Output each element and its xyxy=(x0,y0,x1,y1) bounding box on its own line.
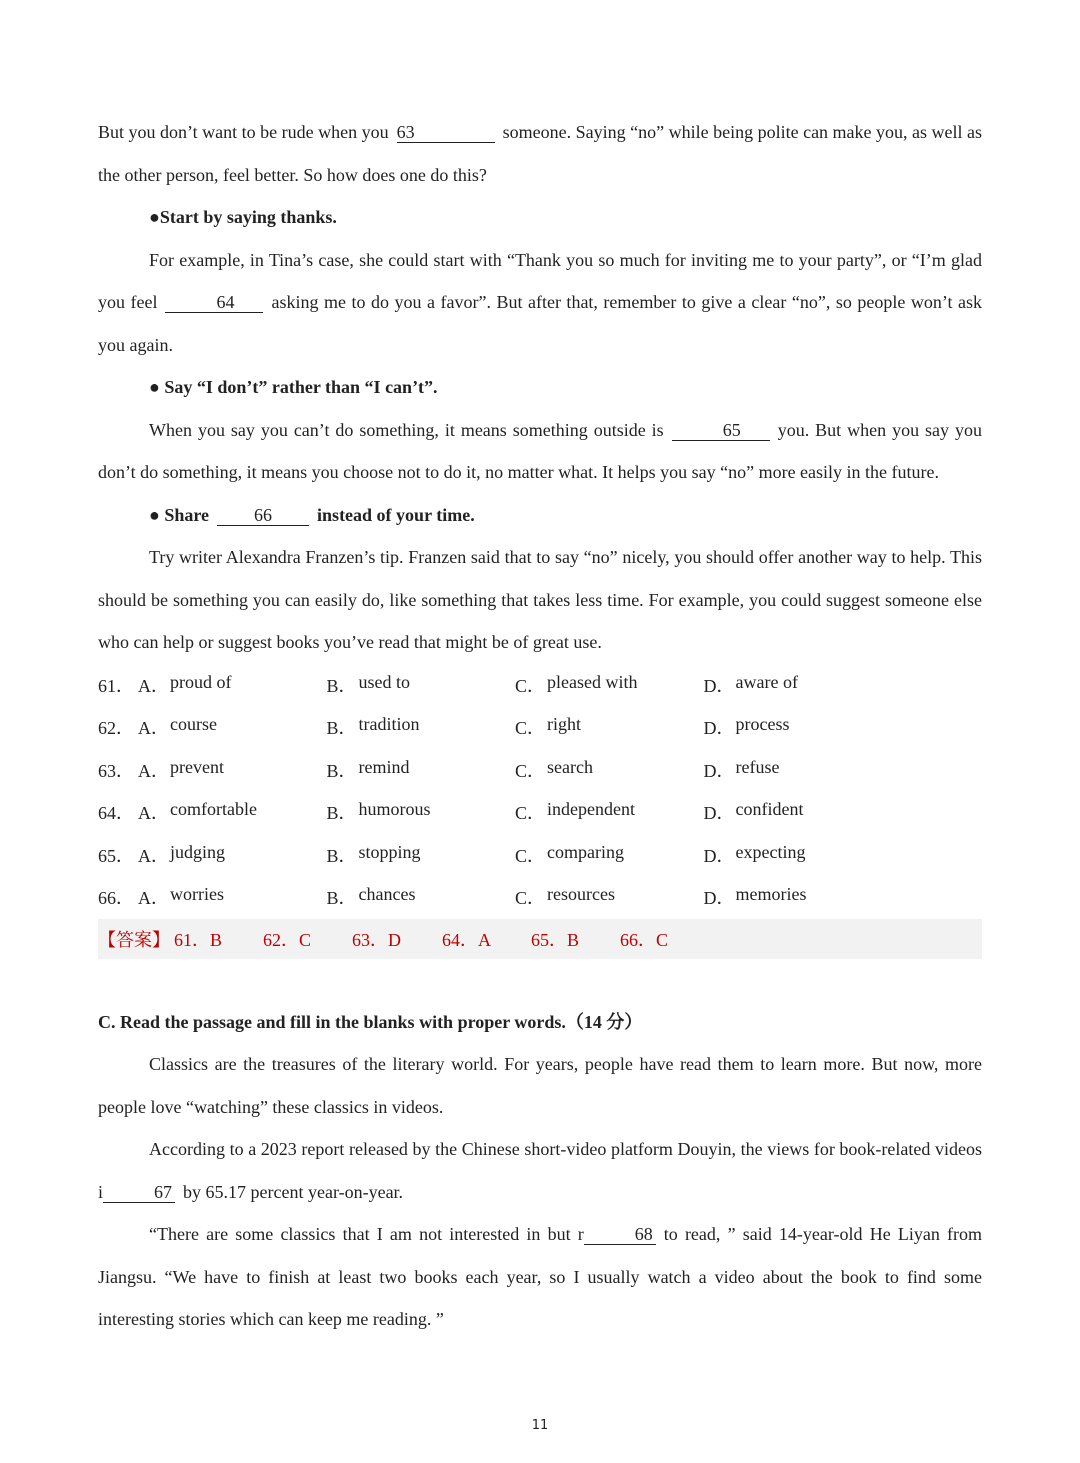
blank-66[interactable]: 66 xyxy=(217,505,309,526)
option-b[interactable]: B． remind xyxy=(326,756,410,781)
text: you. But when you say you don’t do something, it means you choose not to do it, no matter what. It helps you say “no” more easily in the future. xyxy=(98,419,982,482)
text: by 65.17 percent year-on-year. xyxy=(183,1181,404,1202)
paragraph-classics: Classics are the treasures of the literary world. For years, people have read them to learn more. But now, more people love “watching” these classics in videos. xyxy=(98,1054,982,1117)
heading-share xyxy=(98,494,982,537)
text: When you say you can’t do something, it means something outside is xyxy=(149,419,664,440)
page-number: 11 xyxy=(531,1418,549,1433)
option-row-66 xyxy=(98,876,982,919)
question-number: 62． xyxy=(98,718,134,739)
blank-67[interactable]: 67 xyxy=(103,1182,175,1203)
answer-item: 65．B xyxy=(531,929,580,950)
option-c[interactable]: C． right xyxy=(515,714,581,739)
document-page xyxy=(98,111,982,1341)
text: But you don’t want to be rude when you xyxy=(98,122,389,142)
text: For example, in Tina’s case, she could start with “Thank you so much for inviting me to your party”, or “I’m glad you feel xyxy=(98,249,982,312)
question-number: 65． xyxy=(98,845,134,866)
option-d[interactable]: D． confident xyxy=(703,799,804,824)
paragraph-64 xyxy=(98,239,982,367)
option-row-64 xyxy=(98,791,982,834)
question-number: 66． xyxy=(98,888,134,909)
options-list xyxy=(98,664,982,919)
paragraph-68 xyxy=(98,1213,982,1341)
option-a[interactable]: A． comfortable xyxy=(138,799,257,824)
option-a[interactable]: A． worries xyxy=(138,884,224,909)
text: According to a 2023 report released by the Chinese short-video platform Douyin, the views for book-related videos i xyxy=(98,1139,982,1202)
option-row-62 xyxy=(98,706,982,749)
paragraph-65 xyxy=(98,409,982,494)
answer-item: 66．C xyxy=(620,929,669,950)
paragraph-63 xyxy=(98,111,982,196)
text: to read, ” said 14-year-old He Liyan from Jiangsu. “We have to finish at least two books each year, so I usually watch a video about the book to find some interesting stories which can keep me reading. ” xyxy=(98,1224,982,1329)
option-d[interactable]: D． refuse xyxy=(703,756,780,781)
option-b[interactable]: B． humorous xyxy=(326,799,431,824)
option-b[interactable]: B． used to xyxy=(326,671,410,696)
heading-start-by-saying-thanks: ●Start by saying thanks. xyxy=(149,207,337,227)
option-a[interactable]: A． course xyxy=(138,714,217,739)
blank-63[interactable]: 63 xyxy=(397,122,495,143)
answer-item: 64．A xyxy=(442,929,491,950)
option-row-61 xyxy=(98,664,982,707)
option-d[interactable]: D． aware of xyxy=(703,671,798,696)
paragraph-67 xyxy=(98,1128,982,1213)
answer-item: 61．B xyxy=(174,929,223,950)
question-number: 63． xyxy=(98,760,134,781)
option-a[interactable]: A． proud of xyxy=(138,671,232,696)
option-b[interactable]: B． chances xyxy=(326,884,416,909)
option-d[interactable]: D． process xyxy=(703,714,790,739)
option-c[interactable]: C． search xyxy=(515,756,593,781)
paragraph-franzen-tip: Try writer Alexandra Franzen’s tip. Franzen said that to say “no” nicely, you should offer another way to help. This should be something you can easily do, like something that takes less time. For example, you could suggest someone else who can help or suggest books you’ve read that might be of great use. xyxy=(98,547,982,652)
text: someone. Saying “no” while being polite can make you, as well as the other person, feel better. So how does one do this? xyxy=(98,122,983,185)
question-number: 64． xyxy=(98,803,134,824)
option-row-63 xyxy=(98,749,982,792)
option-c[interactable]: C． pleased with xyxy=(515,671,638,696)
answer-label: 【答案】 xyxy=(98,929,170,950)
answer-item: 63．D xyxy=(352,929,401,950)
option-b[interactable]: B． tradition xyxy=(326,714,420,739)
blank-68[interactable]: 68 xyxy=(584,1224,656,1245)
option-c[interactable]: C． resources xyxy=(515,884,615,909)
text: “There are some classics that I am not interested in but r xyxy=(149,1224,584,1244)
option-b[interactable]: B． stopping xyxy=(326,841,421,866)
option-d[interactable]: D． memories xyxy=(703,884,807,909)
option-row-65 xyxy=(98,834,982,877)
section-c-title: C. Read the passage and fill in the blanks with proper words.（14 分） xyxy=(98,1011,643,1032)
text: ● Share xyxy=(149,504,210,525)
heading-say-i-dont: ● Say “I don’t” rather than “I can’t”. xyxy=(149,377,438,397)
blank-64[interactable]: 64 xyxy=(165,292,263,313)
blank-65[interactable]: 65 xyxy=(672,420,770,441)
text: asking me to do you a favor”. But after that, remember to give a clear “no”, so people won’t ask you again. xyxy=(98,292,982,355)
option-a[interactable]: A． prevent xyxy=(138,756,224,781)
answer-item: 62．C xyxy=(263,929,312,950)
answer-key xyxy=(98,919,982,959)
option-c[interactable]: C． comparing xyxy=(515,841,624,866)
option-c[interactable]: C． independent xyxy=(515,799,635,824)
option-d[interactable]: D． expecting xyxy=(703,841,806,866)
question-number: 61． xyxy=(98,675,134,696)
text: instead of your time. xyxy=(317,504,475,525)
option-a[interactable]: A． judging xyxy=(138,841,226,866)
